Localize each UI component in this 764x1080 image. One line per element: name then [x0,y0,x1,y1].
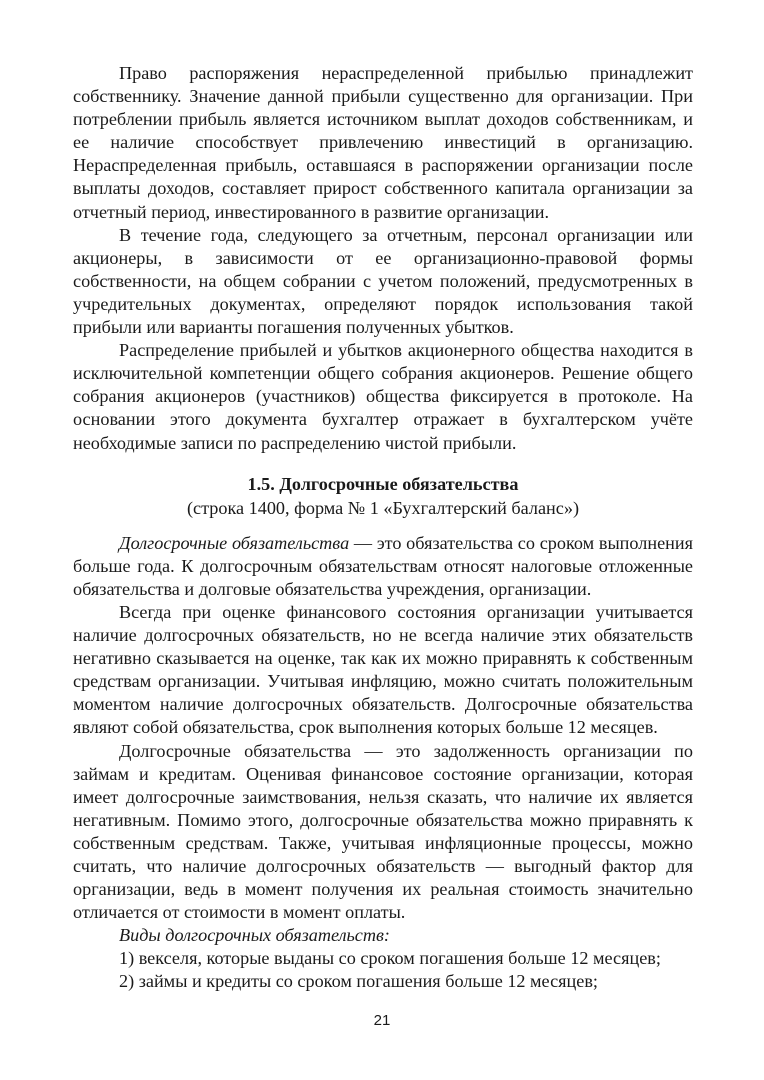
list-item: 2) займы и кредиты со сроком погашения больше 12 месяцев; [119,971,598,992]
page-number: 21 [373,1012,391,1029]
paragraph-following-year: В течение года, следующего за отчетным, персонал организации или акционеры, в зависимости от ее организационно-правовой формы собственности, на общем собрании с учетом положений, предусмотренных в учредительных документах, определяют порядок использования такой прибыли или варианты погашения полученных убытков. [73,224,693,338]
paragraph-definition [73,532,693,601]
paragraph-financial-assessment: Всегда при оценке финансового состояния организации учитывается наличие долгосрочных обязательств, но не всегда наличие этих обязательств негативно сказывается на оценке, так как их можно приравнять к собственным средствам организации. Учитывая инфляцию, можно считать положительным моментом наличие долгосрочных обязательств. Долгосрочные обязательства являют собой обязательства, срок выполнения которых больше 12 месяцев. [73,601,693,738]
paragraph-profit-distribution: Распределение прибылей и убытков акционерного общества находится в исключительной компетенции общего собрания акционеров. Решение общего собрания акционеров (участников) общества фиксируется в протоколе. На основании этого документа бухгалтер отражает в бухгалтерском учёте необходимые записи по распределению чистой прибыли. [73,340,693,453]
definition-term: Долгосрочные обязательства [119,532,350,553]
paragraph-loans-and-credits: Долгосрочные обязательства — это задолженность организации по займам и кредитам. Оценивая финансовое состояние организации, которая имеет долгосрочные заимствования, нельзя сказать, что наличие их является негативным. Помимо этого, долгосрочные обязательства можно приравнять к собственным средствам. Также, учитывая инфляционные процессы, можно считать, что наличие долгосрочных обязательств — выгодный фактор для организации, ведь в момент получения их реальная стоимость значительно отличается от стоимости в момент оплаты. [73,740,693,923]
definition-text: — это обязательства со сроком выполнения больше года. К долгосрочным обязательствам относят налоговые отложенные обязательства и долговые обязательства учреждения, организации. [73,532,693,599]
page-body [73,62,693,994]
types-heading: Виды долгосрочных обязательств: [119,925,390,946]
section-subtitle: (строка 1400, форма № 1 «Бухгалтерский баланс») [186,497,580,518]
list-item: 1) векселя, которые выданы со сроком погашения больше 12 месяцев; [119,948,661,969]
paragraph-retained-earnings-right: Право распоряжения нераспределенной прибылью принадлежит собственнику. Значение данной прибыли существенно для организации. При потреблении прибыль является источником выплат доходов собственникам, и ее наличие способствует привлечению инвестиций в организацию. Нераспределенная прибыль, оставшаяся в распоряжении организации после выплаты доходов, составляет прирост собственного капитала организации за отчетный период, инвестированного в развитие организации. [73,63,693,222]
section-title: 1.5. Долгосрочные обязательства [247,473,519,494]
